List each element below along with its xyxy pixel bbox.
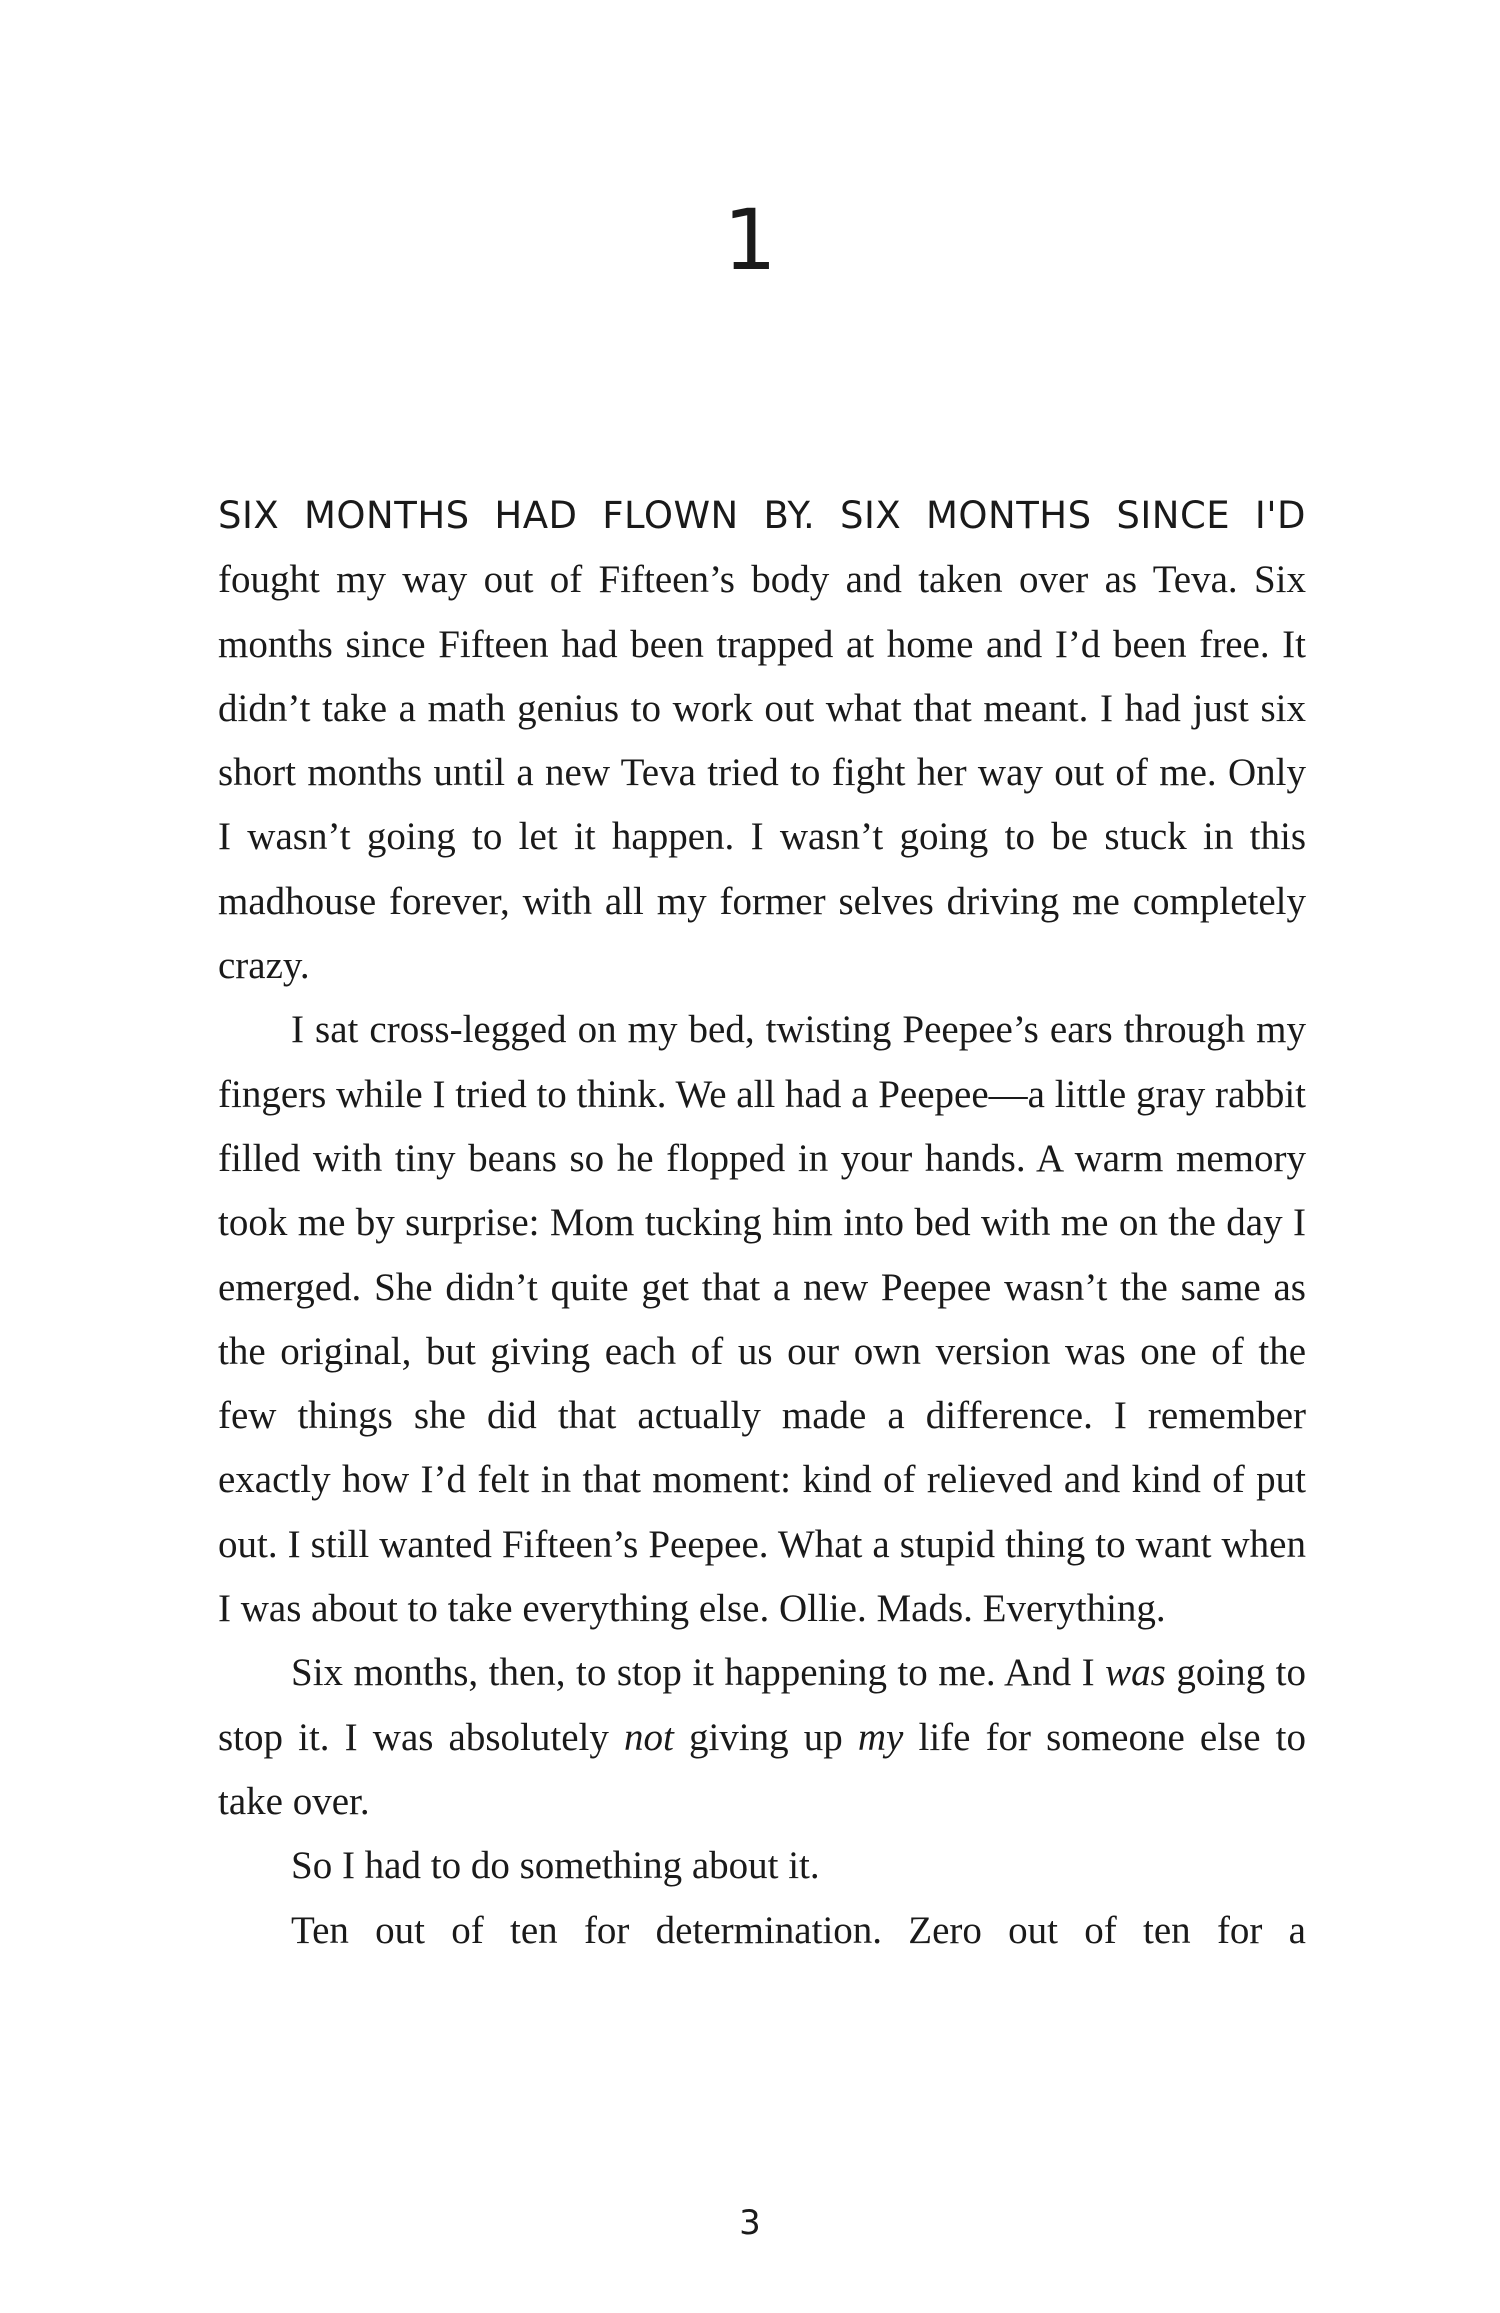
text-run: Six months, then, to stop it happening to me. And I bbox=[291, 1651, 1106, 1695]
chapter-number: 1 bbox=[723, 191, 777, 289]
emphasis-not: not bbox=[623, 1715, 674, 1759]
paragraph-ten-out-of-ten: Ten out of ten for determination. Zero out of ten for a bbox=[291, 1908, 1306, 1952]
paragraph-opening bbox=[218, 484, 1306, 998]
opening-small-caps: SIX MONTHS HAD FLOWN BY. SIX MONTHS SINCE I'D bbox=[218, 494, 1306, 537]
text-run: giving up bbox=[673, 1715, 858, 1759]
text-run: life for someone else to take over. bbox=[218, 1715, 1307, 1823]
paragraph-six-months bbox=[218, 1641, 1306, 1834]
page-number: 3 bbox=[739, 2203, 761, 2243]
body-text bbox=[218, 484, 1306, 1963]
emphasis-was: was bbox=[1105, 1651, 1166, 1695]
paragraph-peepee: I sat cross-legged on my bed, twisting Peepee’s ears through my fingers while I tried to think. We all had a Peepee—a little gray rabbit filled with tiny beans so he flopped in your hands. A warm memory took me by surprise: Mom tucking him into bed with me on the day I emerged. She didn’t quite get that a new Peepee wasn’t the same as the original, but giving each of us our own version was one of the few things she did that actually made a difference. I remember exactly how I’d felt in that moment: kind of relieved and kind of put out. I still wanted Fifteen’s Peepee. What a stupid thing to want when I was about to take everything else. Ollie. Mads. Everything. bbox=[218, 1008, 1306, 1631]
paragraph-do-something: So I had to do something about it. bbox=[291, 1844, 820, 1888]
paragraph-text: fought my way out of Fifteen’s body and taken over as Teva. Six months since Fifteen had been trapped at home and I’d been free. It didn’t take a math genius to work out what that meant. I had just six short months until a new Teva tried to fight her way out of me. Only I wasn’t going to let it happen. I wasn’t going to be stuck in this madhouse forever, with all my former selves driving me completely crazy. bbox=[218, 558, 1306, 988]
text-run: going to stop it. I was absolutely bbox=[218, 1651, 1306, 1759]
emphasis-my: my bbox=[857, 1715, 904, 1759]
